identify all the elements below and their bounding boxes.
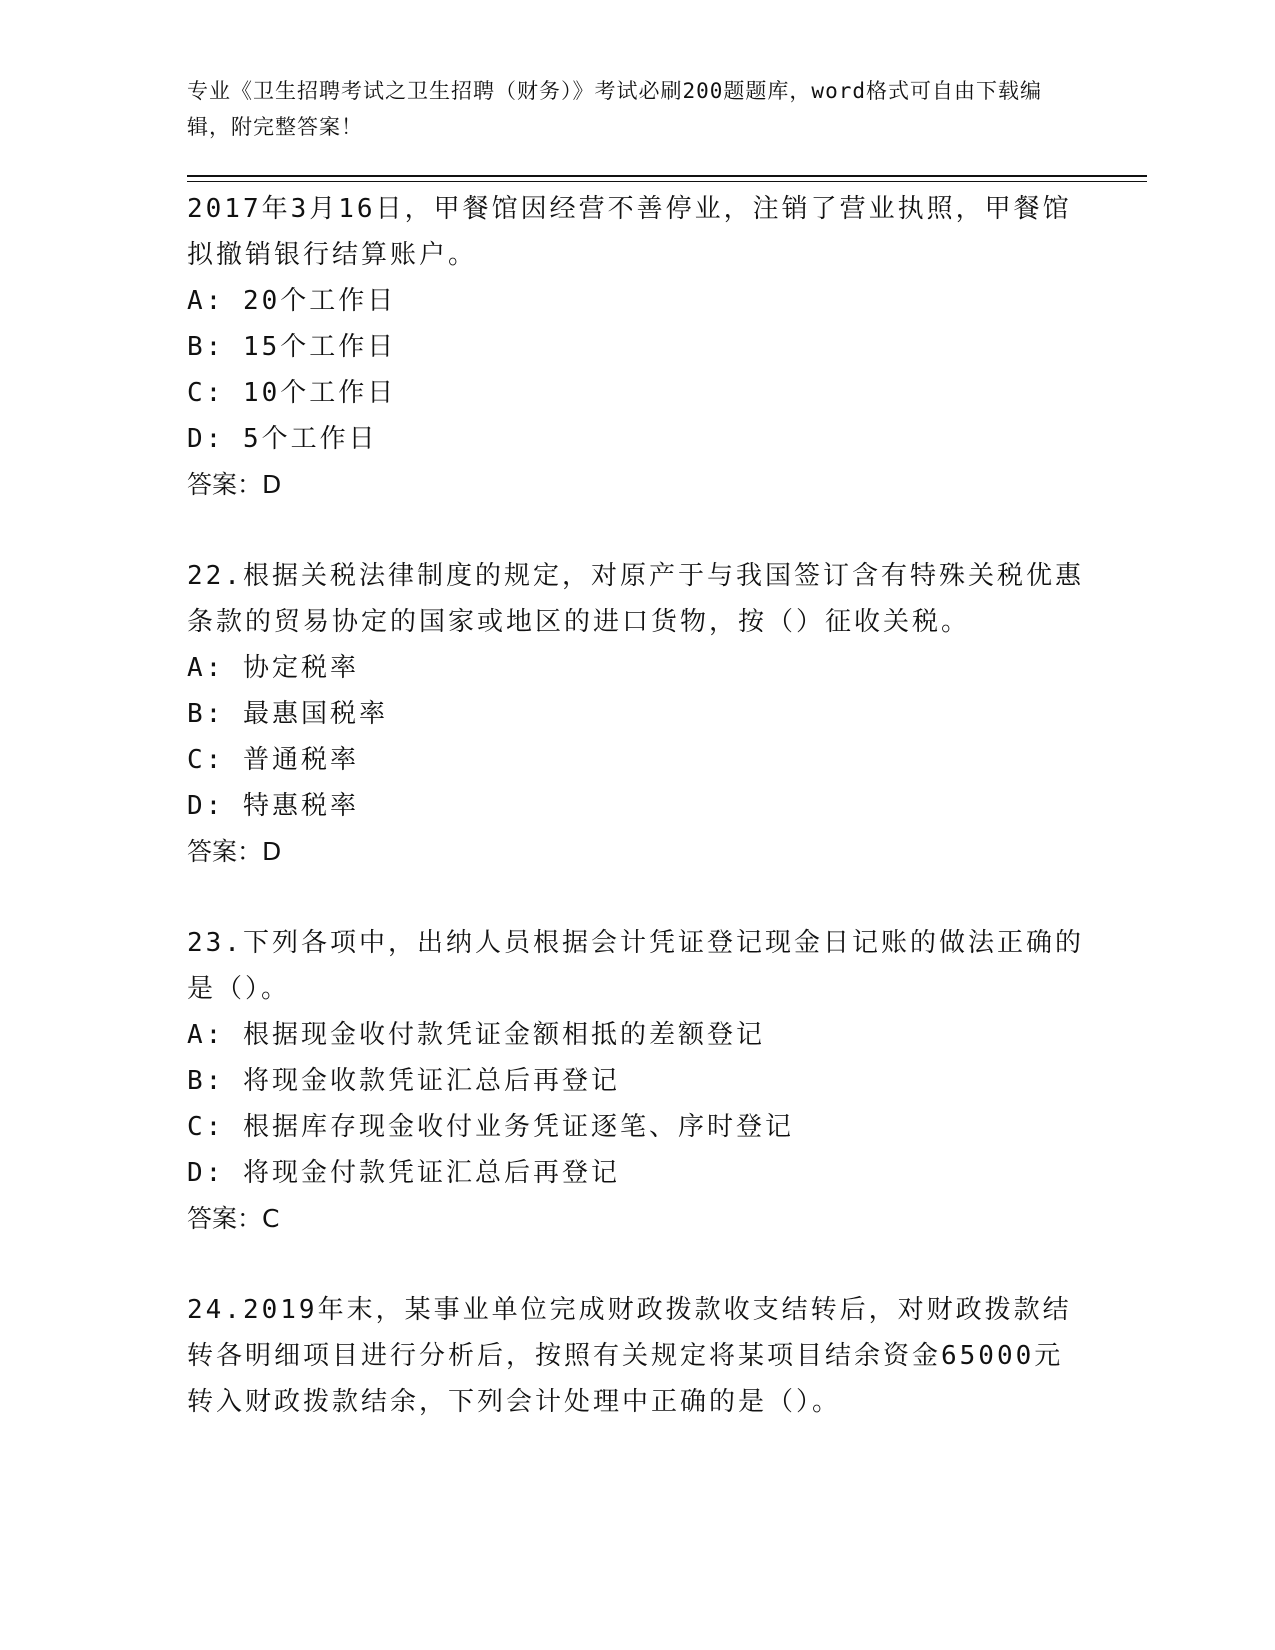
question-spacer	[187, 508, 1087, 553]
question-block	[187, 553, 1087, 875]
option-a: A: 20个工作日	[187, 286, 397, 316]
question-stem: 23.下列各项中，出纳人员根据会计凭证登记现金日记账的做法正确的是（）。	[187, 928, 1084, 1004]
question-block	[187, 186, 1087, 508]
question-block	[187, 920, 1087, 1242]
option-c: C: 普通税率	[187, 745, 359, 775]
question-stem: 2017年3月16日，甲餐馆因经营不善停业，注销了营业执照，甲餐馆拟撤销银行结算账户。	[187, 194, 1072, 270]
question-stem: 22.根据关税法律制度的规定，对原产于与我国签订含有特殊关税优惠条款的贸易协定的国家或地区的进口货物，按（）征收关税。	[187, 561, 1084, 637]
header-divider-thick	[187, 175, 1147, 177]
option-b: B: 将现金收款凭证汇总后再登记	[187, 1066, 620, 1096]
option-c: C: 根据库存现金收付业务凭证逐笔、序时登记	[187, 1112, 794, 1142]
document-header: 专业《卫生招聘考试之卫生招聘（财务）》考试必刷200题题库，word格式可自由下载编辑，附完整答案！	[187, 79, 1042, 139]
option-d: D: 特惠税率	[187, 791, 359, 821]
option-d: D: 5个工作日	[187, 424, 378, 454]
question-spacer	[187, 1242, 1087, 1287]
option-a: A: 协定税率	[187, 653, 359, 683]
header-divider-thin	[187, 181, 1147, 182]
answer-line: 答案：D	[187, 837, 282, 866]
option-b: B: 15个工作日	[187, 332, 397, 362]
answer-line: 答案：C	[187, 1204, 280, 1233]
question-spacer	[187, 875, 1087, 920]
question-list	[187, 186, 1087, 1425]
option-c: C: 10个工作日	[187, 378, 397, 408]
question-stem: 24.2019年末，某事业单位完成财政拨款收支结转后，对财政拨款结转各明细项目进行分析后，按照有关规定将某项目结余资金65000元转入财政拨款结余，下列会计处理中正确的是（）。	[187, 1295, 1072, 1417]
option-b: B: 最惠国税率	[187, 699, 388, 729]
answer-line: 答案：D	[187, 470, 282, 499]
option-d: D: 将现金付款凭证汇总后再登记	[187, 1158, 620, 1188]
question-block	[187, 1287, 1087, 1425]
option-a: A: 根据现金收付款凭证金额相抵的差额登记	[187, 1020, 765, 1050]
